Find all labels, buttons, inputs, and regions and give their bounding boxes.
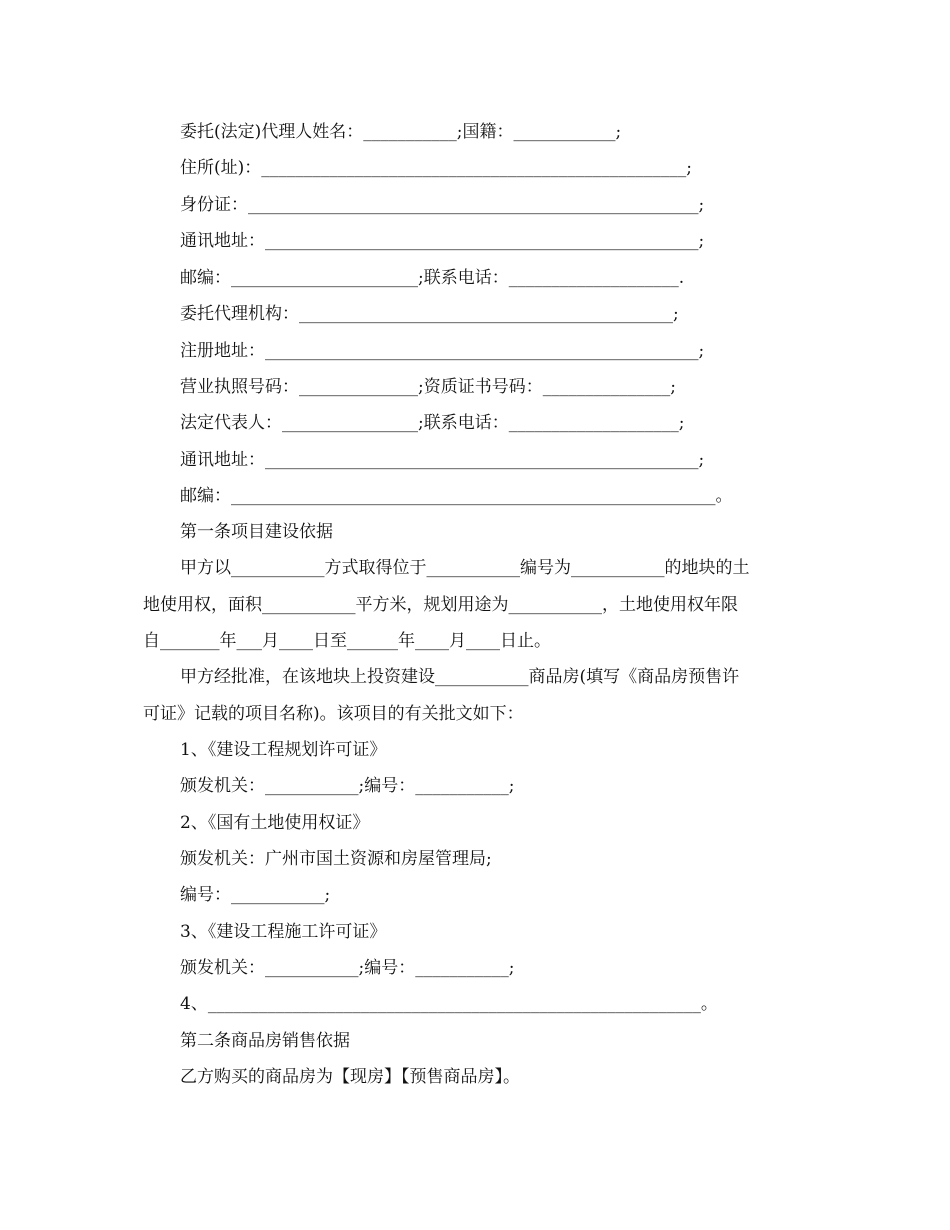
permit-2-authority: 颁发机关：广州市国土资源和房屋管理局; bbox=[180, 849, 492, 869]
agency-zip-line: 邮编：_________________________________________________________。 bbox=[180, 486, 733, 506]
article-2-title: 第二条商品房销售依据 bbox=[180, 1031, 350, 1051]
article-2-paragraph-1: 乙方购买的商品房为【现房】【预售商品房】。 bbox=[180, 1067, 520, 1087]
agency-registered-address-line: 注册地址：___________________________________________________; bbox=[180, 341, 705, 361]
agent-name-nationality-line: 委托(法定)代理人姓名：___________;国籍：____________; bbox=[180, 122, 622, 142]
permit-4-line: 4、__________________________________________________________。 bbox=[180, 994, 718, 1014]
agent-address-line: 住所(址)：__________________________________________________; bbox=[180, 158, 692, 178]
permit-1-detail: 颁发机关：___________;编号：___________; bbox=[180, 776, 515, 796]
article-1-title: 第一条项目建设依据 bbox=[180, 522, 333, 542]
article-1-paragraph-2-line-2: 可证》记载的项目名称)。该项目的有关批文如下： bbox=[143, 704, 524, 724]
agency-representative-phone-line: 法定代表人：________________;联系电话：____________________; bbox=[180, 413, 685, 433]
article-1-paragraph-2-line-1: 甲方经批准，在该地块上投资建设___________商品房(填写《商品房预售许 bbox=[180, 667, 740, 687]
permit-2-number: 编号：___________; bbox=[180, 885, 331, 905]
agency-name-line: 委托代理机构：____________________________________________; bbox=[180, 304, 679, 324]
permit-1-title: 1、《建设工程规划许可证》 bbox=[180, 740, 387, 760]
agency-license-line: 营业执照号码：______________;资质证书号码：_______________; bbox=[180, 377, 676, 397]
agent-zip-phone-line: 邮编：______________________;联系电话：____________________. bbox=[180, 268, 685, 288]
agent-id-line: 身份证：_____________________________________________________; bbox=[180, 195, 705, 215]
agency-mailing-address-line: 通讯地址：___________________________________________________; bbox=[180, 450, 705, 470]
permit-3-detail: 颁发机关：___________;编号：___________; bbox=[180, 958, 515, 978]
article-1-paragraph-1-line-2: 地使用权，面积___________平方米，规划用途为___________，土地使用权年限 bbox=[143, 595, 738, 615]
permit-2-title: 2、《国有土地使用权证》 bbox=[180, 813, 370, 833]
permit-3-title: 3、《建设工程施工许可证》 bbox=[180, 922, 387, 942]
agent-mailing-address-line: 通讯地址：___________________________________________________; bbox=[180, 231, 705, 251]
article-1-paragraph-1-line-1: 甲方以___________方式取得位于___________编号为___________的地块的土 bbox=[180, 558, 750, 578]
article-1-paragraph-1-line-3: 自_______年___月____日至______年____月____日止。 bbox=[143, 631, 551, 651]
